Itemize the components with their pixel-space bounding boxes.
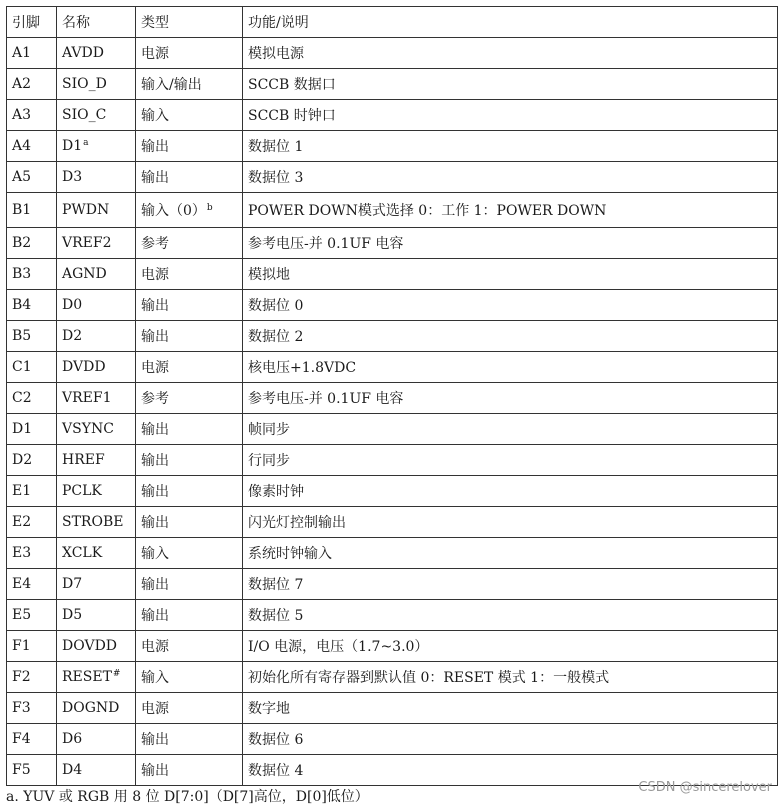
cell-desc [243,290,778,321]
table-row [7,600,778,631]
cell-name [57,693,136,724]
cell-pin-text: B3 [12,266,32,282]
cell-name-text: VREF2 [62,235,112,251]
cell-name [57,228,136,259]
cell-type-text: 输出 [141,170,169,186]
cell-desc [243,662,778,693]
cell-desc [243,414,778,445]
cell-desc-text: 参考电压-并 0.1UF 电容 [248,391,404,407]
header-pin: 引脚 [7,7,57,38]
cell-pin-text: F4 [12,731,31,747]
cell-type-text: 输出 [141,298,169,314]
table-row [7,445,778,476]
cell-pin [7,445,57,476]
cell-type-text: 电源 [141,701,169,717]
cell-desc [243,445,778,476]
cell-name-text: D2 [62,328,83,344]
cell-type [136,414,243,445]
header-type: 类型 [136,7,243,38]
cell-type-text: 输出 [141,515,169,531]
table-row [7,228,778,259]
cell-desc-text: POWER DOWN模式选择 0：工作 1：POWER DOWN [248,203,607,219]
cell-type [136,228,243,259]
cell-desc [243,569,778,600]
cell-name-text: DVDD [62,359,106,375]
cell-pin [7,352,57,383]
table-row [7,476,778,507]
cell-pin-text: D2 [12,452,33,468]
cell-desc-text: 初始化所有寄存器到默认值 0：RESET 模式 1：一般模式 [248,670,610,686]
cell-type-text: 输出 [141,484,169,500]
cell-name [57,569,136,600]
cell-name [57,38,136,69]
cell-type [136,321,243,352]
cell-desc [243,724,778,755]
cell-type [136,38,243,69]
cell-desc-text: 数据位 7 [248,577,304,593]
cell-desc-text: 闪光灯控制输出 [248,515,346,531]
cell-desc [243,131,778,162]
cell-name [57,259,136,290]
cell-desc-text: 系统时钟输入 [248,546,332,562]
table-row [7,538,778,569]
cell-name-text: D1 [62,138,83,154]
cell-desc [243,162,778,193]
cell-pin-text: A4 [12,138,32,154]
cell-pin-text: F1 [12,638,31,654]
cell-desc [243,228,778,259]
cell-name-text: PWDN [62,202,110,218]
cell-type-text: 输出 [141,422,169,438]
cell-pin-text: B1 [12,202,32,218]
cell-name [57,321,136,352]
cell-desc-text: 模拟电源 [248,46,304,62]
cell-type [136,162,243,193]
table-row [7,321,778,352]
cell-name [57,538,136,569]
watermark: CSDN @sincerelover [638,780,772,795]
cell-pin-text: E4 [12,576,32,592]
cell-type [136,538,243,569]
table-header-row [7,7,778,38]
cell-desc-text: 参考电压-并 0.1UF 电容 [248,236,404,252]
cell-type [136,693,243,724]
cell-desc-text: 数据位 4 [248,763,304,779]
cell-name [57,445,136,476]
cell-pin-text: E3 [12,545,32,561]
cell-type-text: 输入 [141,108,169,124]
cell-type-text: 输入/输出 [141,77,202,93]
cell-type [136,600,243,631]
cell-name [57,755,136,786]
cell-type [136,352,243,383]
cell-type [136,569,243,600]
cell-pin-text: B4 [12,297,32,313]
cell-pin [7,131,57,162]
cell-pin [7,569,57,600]
cell-desc-text: SCCB 数据口 [248,77,336,93]
cell-name-text: D0 [62,297,83,313]
cell-desc-text: 数据位 5 [248,608,304,624]
cell-desc [243,321,778,352]
cell-type [136,383,243,414]
cell-name [57,162,136,193]
cell-desc [243,538,778,569]
cell-name-text: PCLK [62,483,102,499]
table-row [7,383,778,414]
cell-desc-text: I/O 电源，电压（1.7~3.0） [248,639,429,655]
cell-type [136,445,243,476]
cell-pin-text: A5 [12,169,32,185]
footnote-marker: a [83,138,89,148]
cell-pin-text: A2 [12,76,32,92]
table-row [7,38,778,69]
cell-pin-text: E5 [12,607,32,623]
cell-name-text: SIO_D [62,76,107,92]
cell-name [57,414,136,445]
cell-pin-text: C2 [12,390,32,406]
cell-name [57,100,136,131]
cell-pin [7,662,57,693]
cell-pin [7,631,57,662]
cell-pin-text: F3 [12,700,31,716]
cell-desc [243,383,778,414]
cell-type-text: 输出 [141,608,169,624]
cell-name [57,193,136,228]
cell-type [136,259,243,290]
cell-type-text: 输入 [141,546,169,562]
cell-name-text: SIO_C [62,107,107,123]
cell-type-text: 输出 [141,577,169,593]
cell-pin [7,538,57,569]
table-row [7,162,778,193]
cell-desc-text: 核电压+1.8VDC [248,360,357,376]
cell-desc-text: 数字地 [248,701,290,717]
cell-name-text: VSYNC [62,421,114,437]
cell-desc-text: 数据位 6 [248,732,304,748]
cell-name [57,476,136,507]
cell-name [57,631,136,662]
cell-type [136,724,243,755]
footnote-marker: b [206,203,213,213]
cell-pin [7,414,57,445]
cell-pin-text: E1 [12,483,32,499]
table-row [7,662,778,693]
cell-name [57,507,136,538]
cell-type-text: 参考 [141,391,169,407]
cell-desc [243,259,778,290]
cell-type-text: 输出 [141,139,169,155]
table-row [7,414,778,445]
cell-desc [243,193,778,228]
cell-type [136,100,243,131]
cell-type [136,193,243,228]
cell-desc-text: 数据位 3 [248,170,304,186]
cell-name-text: D3 [62,169,83,185]
cell-type-text: 参考 [141,236,169,252]
cell-pin [7,724,57,755]
cell-pin [7,193,57,228]
cell-pin [7,507,57,538]
cell-desc-text: SCCB 时钟口 [248,108,336,124]
cell-pin [7,259,57,290]
cell-desc [243,600,778,631]
table-row [7,507,778,538]
cell-pin [7,162,57,193]
cell-desc [243,69,778,100]
table-body [7,38,778,786]
cell-type-text: 输出 [141,763,169,779]
cell-pin [7,290,57,321]
cell-name-text: XCLK [62,545,103,561]
cell-name [57,131,136,162]
cell-type-text: 输出 [141,329,169,345]
cell-pin [7,476,57,507]
cell-desc-text: 数据位 1 [248,139,304,155]
table-row [7,290,778,321]
header-desc: 功能/说明 [243,7,778,38]
cell-name-text: DOVDD [62,638,118,654]
cell-pin-text: F2 [12,669,31,685]
cell-desc-text: 模拟地 [248,267,290,283]
cell-name-text: RESET [62,669,112,685]
cell-pin [7,693,57,724]
cell-type [136,755,243,786]
cell-desc [243,100,778,131]
cell-type-text: 输入（0） [141,203,206,219]
header-name: 名称 [57,7,136,38]
cell-name [57,724,136,755]
cell-desc [243,352,778,383]
cell-desc [243,476,778,507]
cell-name-text: D7 [62,576,83,592]
cell-type-text: 电源 [141,639,169,655]
cell-name [57,383,136,414]
cell-desc-text: 像素时钟 [248,484,304,500]
cell-desc-text: 帧同步 [248,422,290,438]
cell-type [136,131,243,162]
cell-pin [7,69,57,100]
cell-type-text: 输入 [141,670,169,686]
cell-pin [7,755,57,786]
cell-type-text: 电源 [141,267,169,283]
cell-desc-text: 数据位 0 [248,298,304,314]
cell-name [57,662,136,693]
cell-pin [7,100,57,131]
cell-type [136,631,243,662]
cell-name-text: STROBE [62,514,124,530]
cell-desc [243,631,778,662]
table-row [7,352,778,383]
cell-type [136,476,243,507]
table-row [7,100,778,131]
cell-name [57,290,136,321]
cell-type [136,507,243,538]
cell-pin-text: B2 [12,235,32,251]
footnote: a. YUV 或 RGB 用 8 位 D[7:0]（D[7]高位，D[0]低位） [6,789,369,805]
cell-desc [243,38,778,69]
cell-pin-text: A1 [12,45,32,61]
cell-desc-text: 数据位 2 [248,329,304,345]
cell-pin-text: E2 [12,514,32,530]
cell-pin-text: D1 [12,421,33,437]
cell-pin-text: A3 [12,107,32,123]
cell-pin-text: F5 [12,762,31,778]
cell-pin-text: C1 [12,359,32,375]
pin-definition-table [6,6,778,786]
cell-desc-text: 行同步 [248,453,290,469]
cell-name-text: DOGND [62,700,120,716]
cell-type-text: 电源 [141,46,169,62]
cell-name-text: VREF1 [62,390,112,406]
table-row [7,693,778,724]
cell-name [57,69,136,100]
cell-name-text: D6 [62,731,83,747]
cell-type [136,662,243,693]
cell-pin [7,383,57,414]
cell-type-text: 输出 [141,453,169,469]
table-row [7,193,778,228]
cell-type [136,69,243,100]
cell-name-text: AVDD [62,45,104,61]
table-row [7,69,778,100]
cell-type [136,290,243,321]
cell-pin [7,321,57,352]
cell-desc [243,507,778,538]
cell-name [57,352,136,383]
table-row [7,569,778,600]
table-row [7,131,778,162]
cell-pin [7,600,57,631]
cell-name-text: HREF [62,452,105,468]
cell-name-text: D4 [62,762,83,778]
cell-pin [7,38,57,69]
footnote-marker: # [112,669,121,679]
cell-name-text: AGND [62,266,107,282]
table-row [7,259,778,290]
cell-type-text: 输出 [141,732,169,748]
cell-desc [243,693,778,724]
cell-type-text: 电源 [141,360,169,376]
table-row [7,631,778,662]
cell-pin-text: B5 [12,328,32,344]
table-row [7,724,778,755]
cell-name-text: D5 [62,607,83,623]
cell-pin [7,228,57,259]
cell-name [57,600,136,631]
